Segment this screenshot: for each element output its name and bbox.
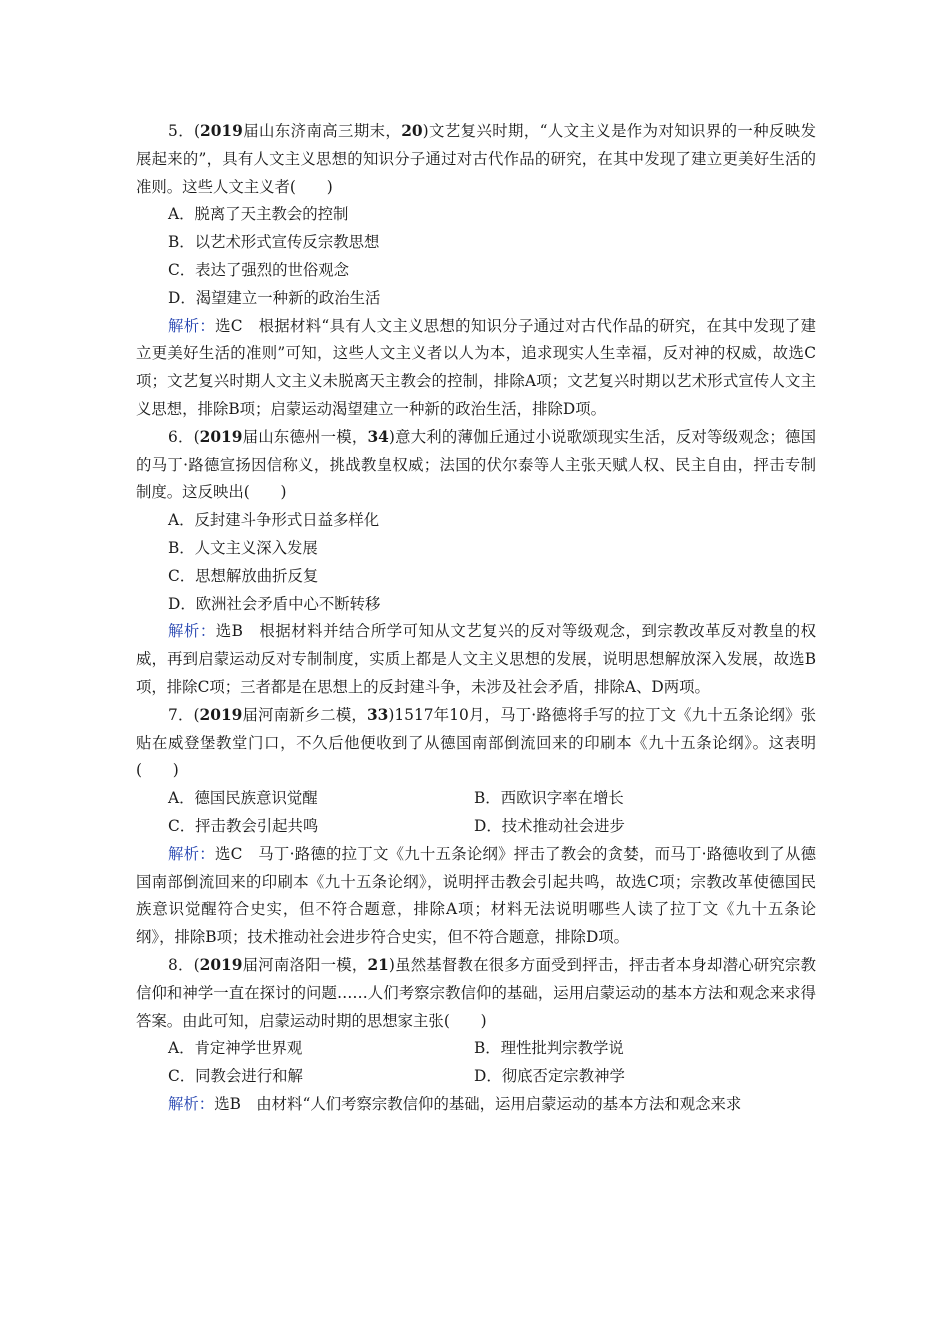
analysis-label: 解析： xyxy=(168,1094,215,1113)
option-b: B．以艺术形式宣传反宗教思想 xyxy=(168,233,380,252)
option-b: B．理性批判宗教学说 xyxy=(474,1039,624,1058)
option-d: D．彻底否定宗教神学 xyxy=(474,1067,625,1086)
analysis-label: 解析： xyxy=(168,316,216,335)
option-d: D．欧洲社会矛盾中心不断转移 xyxy=(168,594,381,613)
option-c: C．同教会进行和解 xyxy=(168,1067,303,1086)
question-8 xyxy=(136,952,816,1119)
option-c: C．表达了强烈的世俗观念 xyxy=(168,260,350,279)
option-d: D．渴望建立一种新的政治生活 xyxy=(168,288,381,307)
option-b: B．人文主义深入发展 xyxy=(168,538,318,557)
analysis-label: 解析： xyxy=(168,622,216,641)
option-c: C．思想解放曲折反复 xyxy=(168,566,319,585)
question-stem: 6．(2019届山东德州一模，34)意大利的薄伽丘通过小说歌颂现实生活，反对等级观念；德国的马丁·路德宣扬因信称义，挑战教皇权威；法国的伏尔泰等人主张天赋人权、民主自由，抨击专制制度。这反映出( ) xyxy=(136,427,816,502)
option-row xyxy=(136,813,816,841)
question-6 xyxy=(136,424,816,702)
question-stem: 8．(2019届河南洛阳一模，21)虽然基督教在很多方面受到抨击，抨击者本身却潜心研究宗教信仰和神学一直在探讨的问题……人们考察宗教信仰的基础，运用启蒙运动的基本方法和观念来求得答案。由此可知，启蒙运动时期的思想家主张( ) xyxy=(136,955,816,1030)
option-a: A．脱离了天主教会的控制 xyxy=(168,205,349,224)
question-7 xyxy=(136,702,816,952)
analysis: 解析：选C 根据材料“具有人文主义思想的知识分子通过对古代作品的研究，在其中发现了建立更美好生活的准则”可知，这些人文主义者以人为本，追求现实人生幸福，反对神的权威，故选C项；文艺复兴时期人文主义未脱离天主教会的控制，排除A项；文艺复兴时期以艺术形式宣传人文主义思想，排除B项；启蒙运动渴望建立一种新的政治生活，排除D项。 xyxy=(136,316,816,418)
analysis: 解析：选B 根据材料并结合所学可知从文艺复兴的反对等级观念，到宗教改革反对教皇的权威，再到启蒙运动反对专制制度，实质上都是人文主义思想的发展，说明思想解放深入发展，故选B项，排除C项；三者都是在思想上的反封建斗争，未涉及社会矛盾，排除A、D两项。 xyxy=(136,622,816,696)
option-row xyxy=(136,1063,816,1091)
option-a: A．反封建斗争形式日益多样化 xyxy=(168,511,380,530)
question-stem: 5．(2019届山东济南高三期末，20)文艺复兴时期，“人文主义是作为对知识界的一种反映发展起来的”，具有人文主义思想的知识分子通过对古代作品的研究，在其中发现了建立更美好生活的准则。这些人文主义者( ) xyxy=(136,122,816,196)
option-row xyxy=(136,1035,816,1063)
option-a: A．德国民族意识觉醒 xyxy=(168,789,318,808)
option-a: A．肯定神学世界观 xyxy=(168,1039,303,1058)
analysis: 解析：选C 马丁·路德的拉丁文《九十五条论纲》抨击了教会的贪婪，而马丁·路德收到了从德国南部倒流回来的印刷本《九十五条论纲》，说明抨击教会引起共鸣，故选C项；宗教改革使德国民族意识觉醒符合史实，但不符合题意，排除A项；材料无法说明哪些人读了拉丁文《九十五条论纲》，排除B项；技术推动社会进步符合史实，但不符合题意，排除D项。 xyxy=(136,844,816,947)
document-page xyxy=(136,118,816,1119)
option-row xyxy=(136,785,816,813)
analysis-label: 解析： xyxy=(168,844,215,863)
option-c: C．抨击教会引起共鸣 xyxy=(168,816,319,835)
question-5 xyxy=(136,118,816,424)
analysis: 解析：选B 由材料“人们考察宗教信仰的基础，运用启蒙运动的基本方法和观念来求 xyxy=(168,1094,742,1113)
question-stem: 7．(2019届河南新乡二模，33)1517年10月，马丁·路德将手写的拉丁文《九十五条论纲》张贴在威登堡教堂门口，不久后他便收到了从德国南部倒流回来的印刷本《九十五条论纲》。这表明( ) xyxy=(136,705,816,780)
option-b: B．西欧识字率在增长 xyxy=(474,789,624,808)
option-d: D．技术推动社会进步 xyxy=(474,816,625,835)
